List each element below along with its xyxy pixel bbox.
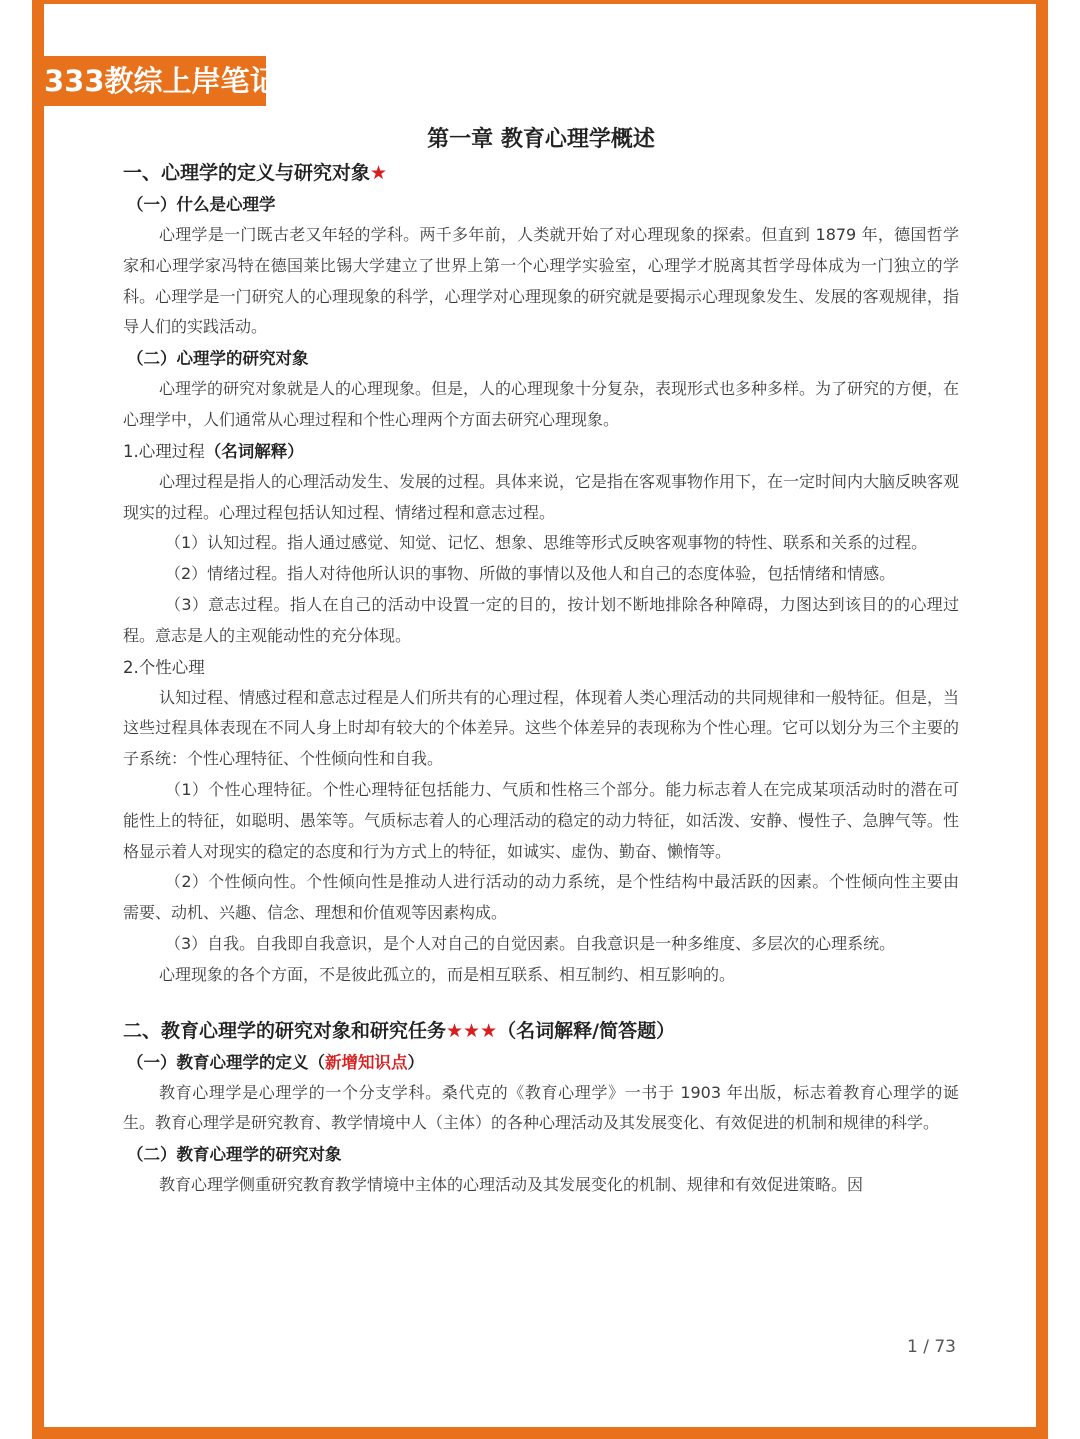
item-emotional-process: （2）情绪过程。指人对待他所认识的事物、所做的事情以及他人和自己的态度体验，包括情绪和情感。: [165, 564, 896, 584]
subsection-2-1-title-end: ）: [407, 1052, 424, 1072]
point-1-tag: （名词解释）: [204, 441, 304, 461]
point-2-heading: 2.个性心理: [123, 657, 205, 677]
item-will-process: （3）意志过程。指人在自己的活动中设置一定的目的，按计划不断地排除各种障碍，力图达到该目的的心理过程。意志是人的主观能动性的充分体现。: [123, 594, 959, 645]
paragraph-edu-psych-definition: 教育心理学是心理学的一个分支学科。桑代克的《教育心理学》一书于 1903 年出版，标志着教育心理学的诞生。教育心理学是研究教育、教学情境中人（主体）的各种心理活动及其发展变化、有效促进的机制和规律的科学。: [123, 1082, 959, 1133]
chapter-title: 第一章 教育心理学概述: [427, 127, 655, 152]
section-2-tag: （名词解释/简答题）: [497, 1019, 676, 1042]
document-body: [123, 124, 959, 1201]
subsection-2-2-heading: （二）教育心理学的研究对象: [127, 1145, 342, 1165]
new-point-label: 新增知识点: [325, 1052, 408, 1072]
brand-tag: 333教综上岸笔记: [32, 56, 266, 106]
paragraph-personality: 认知过程、情感过程和意志过程是人们所共有的心理过程，体现着人类心理活动的共同规律和一般特征。但是，当这些过程具体表现在不同人身上时却有较大的个体差异。这些个体差异的表现称为个性心理。它可以划分为三个主要的子系统：个性心理特征、个性倾向性和自我。: [123, 687, 960, 769]
paragraph-summary: 心理现象的各个方面，不是彼此孤立的，而是相互联系、相互制约、相互影响的。: [159, 964, 736, 984]
section-2-title: 二、教育心理学的研究对象和研究任务: [123, 1019, 447, 1042]
page-number: 1 / 73: [907, 1337, 956, 1357]
paragraph-what-is-psychology: 心理学是一门既古老又年轻的学科。两千多年前，人类就开始了对心理现象的探索。但直到 1879 年，德国哲学家和心理学家冯特在德国莱比锡大学建立了世界上第一个心理学实验室，心理学才脱离其哲学母体成为一门独立的学科。心理学是一门研究人的心理现象的科学，心理学对心理现象的研究就是要揭示心理现象发生、发展的客观规律，指导人们的实践活动。: [123, 225, 959, 337]
item-personality-tendency: （2）个性倾向性。个性倾向性是推动人进行活动的动力系统，是个性结构中最活跃的因素。个性倾向性主要由需要、动机、兴趣、信念、理想和价值观等因素构成。: [123, 872, 959, 923]
section-1-heading: [123, 157, 959, 189]
subsection-2-1-title: （一）教育心理学的定义（: [127, 1052, 325, 1072]
subsection-2-1-heading: [123, 1047, 959, 1078]
star-icon: ★★★: [446, 1019, 498, 1042]
point-1-title: 1.心理过程: [123, 441, 205, 461]
item-cognitive-process: （1）认知过程。指人通过感觉、知觉、记忆、想象、思维等形式反映客观事物的特性、联系和关系的过程。: [165, 533, 928, 553]
section-1-title: 一、心理学的定义与研究对象: [123, 162, 371, 184]
section-2-heading: [123, 1015, 959, 1047]
subsection-1-2-heading: （二）心理学的研究对象: [127, 349, 309, 369]
paragraph-research-object: 心理学的研究对象就是人的心理现象。但是，人的心理现象十分复杂，表现形式也多种多样。为了研究的方便，在心理学中，人们通常从心理过程和个性心理两个方面去研究心理现象。: [123, 379, 960, 429]
paragraph-edu-psych-object: 教育心理学侧重研究教育教学情境中主体的心理活动及其发展变化的机制、规律和有效促进策略。因: [159, 1175, 864, 1195]
item-personality-traits: （1）个性心理特征。个性心理特征包括能力、气质和性格三个部分。能力标志着人在完成某项活动时的潜在可能性上的特征，如聪明、愚笨等。气质标志着人的心理活动的稳定的动力特征，如活泼、安静、慢性子、急脾气等。性格显示着人对现实的稳定的态度和行为方式上的特征，如诚实、虚伪、勤奋、懒惰等。: [123, 779, 959, 861]
subsection-1-1-heading: （一）什么是心理学: [127, 195, 276, 214]
item-self: （3）自我。自我即自我意识，是个人对自己的自觉因素。自我意识是一种多维度、多层次的心理系统。: [165, 933, 896, 953]
star-icon: ★: [370, 162, 388, 184]
point-1-heading: [123, 436, 959, 467]
paragraph-mental-process: 心理过程是指人的心理活动发生、发展的过程。具体来说，它是指在客观事物作用下，在一定时间内大脑反映客观现实的过程。心理过程包括认知过程、情绪过程和意志过程。: [123, 471, 960, 522]
